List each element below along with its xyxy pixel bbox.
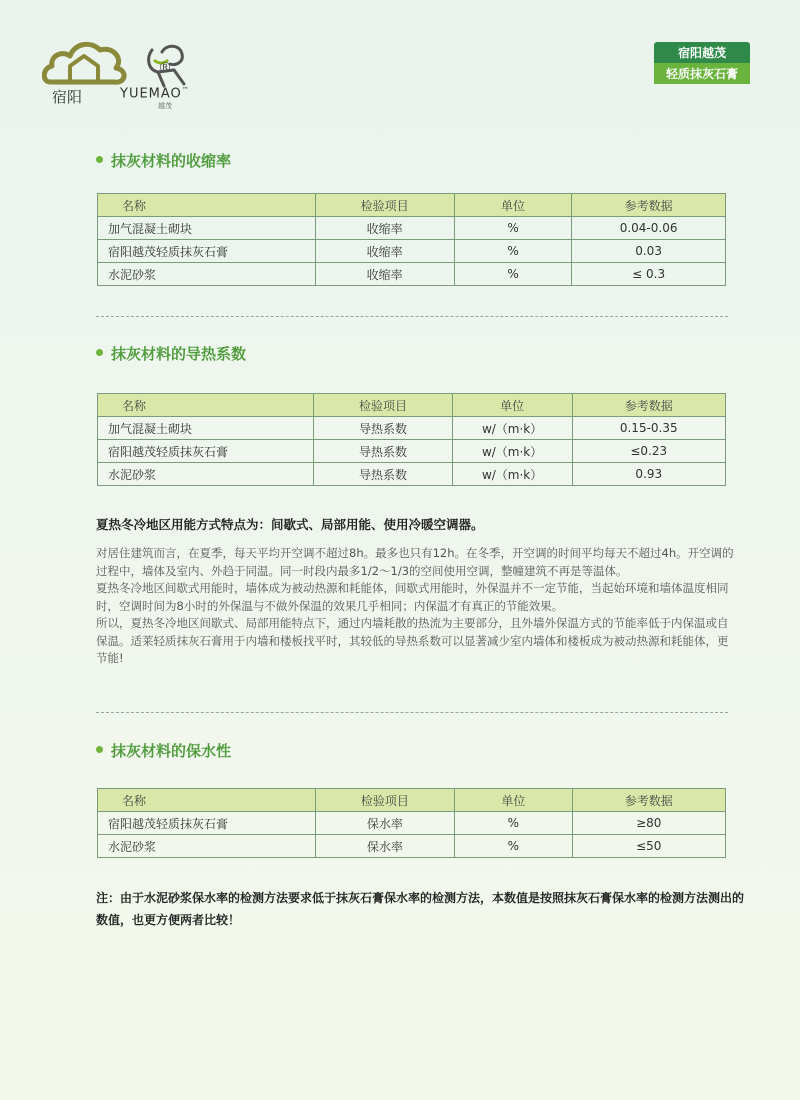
- header-cell: 单位: [452, 394, 572, 417]
- table-cell: 水泥砂浆: [98, 463, 314, 486]
- paragraph: 夏热冬冷地区间歇式用能时，墙体成为被动热源和耗能体，间歇式用能时，外保温并不一定节能，当起始环境和墙体温度相同时，空调时间为8小时的外保温与不做外保温的效果几乎相同；内保温才有真正的节能效果。: [96, 581, 729, 613]
- badge-product: 轻质抹灰石膏: [654, 63, 750, 84]
- table-cell: 加气混凝土砌块: [98, 217, 316, 240]
- table-cell: 收缩率: [315, 263, 454, 286]
- table-cell: %: [454, 240, 571, 263]
- paragraph: 对居住建筑而言，在夏季，每天平均开空调不超过8h。最多也只有12h。在冬季，开空调的时间平均每天不超过4h。开空调的过程中，墙体及室内、外趋于同温。同一时段内最多1/2～1/3的空间使用空调，整幢建筑不再是等温体。: [96, 546, 734, 578]
- table-cell: 导热系数: [314, 463, 453, 486]
- table-row: [98, 463, 726, 486]
- table-cell: ≥80: [572, 812, 725, 835]
- table-cell: w/（m·k）: [452, 463, 572, 486]
- conductivity-table: [97, 393, 726, 486]
- table-cell: ≤0.23: [572, 440, 726, 463]
- table-cell: %: [455, 835, 572, 858]
- header-cell: 名称: [98, 194, 316, 217]
- table-cell: %: [454, 217, 571, 240]
- header-cell: 名称: [98, 789, 316, 812]
- table-row: [98, 440, 726, 463]
- registered-mark: ®: [158, 60, 172, 76]
- table-header-row: [98, 394, 726, 417]
- table-cell: 宿阳越茂轻质抹灰石膏: [98, 812, 316, 835]
- table-row: [98, 263, 726, 286]
- table-row: [98, 217, 726, 240]
- table-row: [98, 240, 726, 263]
- table-cell: w/（m·k）: [452, 417, 572, 440]
- footnote: 注：由于水泥砂浆保水率的检测方法要求低于抹灰石膏保水率的检测方法，本数值是按照抹灰石膏保水率的检测方法测出的数值，也更方便两者比较！: [96, 891, 745, 927]
- table-cell: 宿阳越茂轻质抹灰石膏: [98, 240, 316, 263]
- table-cell: ≤ 0.3: [572, 263, 726, 286]
- logo-english-name: YUEMAO™: [120, 86, 190, 102]
- table-header-row: [98, 789, 726, 812]
- table-cell: 保水率: [315, 812, 454, 835]
- energy-paragraphs: [96, 545, 736, 668]
- bullet-dot-icon: [96, 349, 103, 356]
- energy-headline: 夏热冬冷地区用能方式特点为：间歇式、局部用能、使用冷暖空调器。: [96, 517, 484, 532]
- table-cell: 加气混凝土砌块: [98, 417, 314, 440]
- table-cell: 0.04-0.06: [572, 217, 726, 240]
- table-cell: 收缩率: [315, 217, 454, 240]
- section-divider: [96, 316, 728, 317]
- table-cell: 保水率: [315, 835, 454, 858]
- table-cell: 0.03: [572, 240, 726, 263]
- logo-sub-name: 越茂: [158, 102, 172, 110]
- table-row: [98, 812, 726, 835]
- header-cell: 参考数据: [572, 194, 726, 217]
- header-cell: 检验项目: [314, 394, 453, 417]
- header-cell: 参考数据: [572, 789, 725, 812]
- table-header-row: [98, 194, 726, 217]
- table-cell: 0.93: [572, 463, 726, 486]
- header-cell: 名称: [98, 394, 314, 417]
- table-cell: 宿阳越茂轻质抹灰石膏: [98, 440, 314, 463]
- table-cell: 导热系数: [314, 417, 453, 440]
- section-divider: [96, 712, 728, 713]
- product-badge: [654, 42, 750, 84]
- table-cell: 水泥砂浆: [98, 263, 316, 286]
- bullet-dot-icon: [96, 156, 103, 163]
- header-cell: 检验项目: [315, 789, 454, 812]
- header-cell: 检验项目: [315, 194, 454, 217]
- header-cell: 单位: [454, 194, 571, 217]
- table-row: [98, 417, 726, 440]
- table-cell: 水泥砂浆: [98, 835, 316, 858]
- table-cell: 0.15-0.35: [572, 417, 726, 440]
- paragraph: 所以，夏热冬冷地区间歇式、局部用能特点下，通过内墙耗散的热流为主要部分，且外墙外保温方式的节能率低于内保温或自保温。适莱轻质抹灰石膏用于内墙和楼板找平时，其较低的导热系数可以显著减少室内墙体和楼板成为被动热源和耗能体，更节能!: [96, 616, 729, 665]
- table-cell: %: [455, 812, 572, 835]
- logo-chinese-name: 宿阳: [52, 88, 83, 106]
- section-title-shrinkage: 抹灰材料的收缩率: [96, 150, 231, 171]
- table-cell: %: [454, 263, 571, 286]
- table-cell: w/（m·k）: [452, 440, 572, 463]
- shrinkage-table: [97, 193, 726, 286]
- table-cell: ≤50: [572, 835, 725, 858]
- table-row: [98, 835, 726, 858]
- section-title-water-retention: 抹灰材料的保水性: [96, 740, 231, 761]
- section-title-conductivity: 抹灰材料的导热系数: [96, 343, 246, 364]
- table-cell: 收缩率: [315, 240, 454, 263]
- table-cell: 导热系数: [314, 440, 453, 463]
- water-retention-table: [97, 788, 726, 858]
- bullet-dot-icon: [96, 746, 103, 753]
- badge-brand: 宿阳越茂: [654, 42, 750, 63]
- header-cell: 参考数据: [572, 394, 726, 417]
- house-cloud-logo-icon: [42, 30, 222, 90]
- header-cell: 单位: [455, 789, 572, 812]
